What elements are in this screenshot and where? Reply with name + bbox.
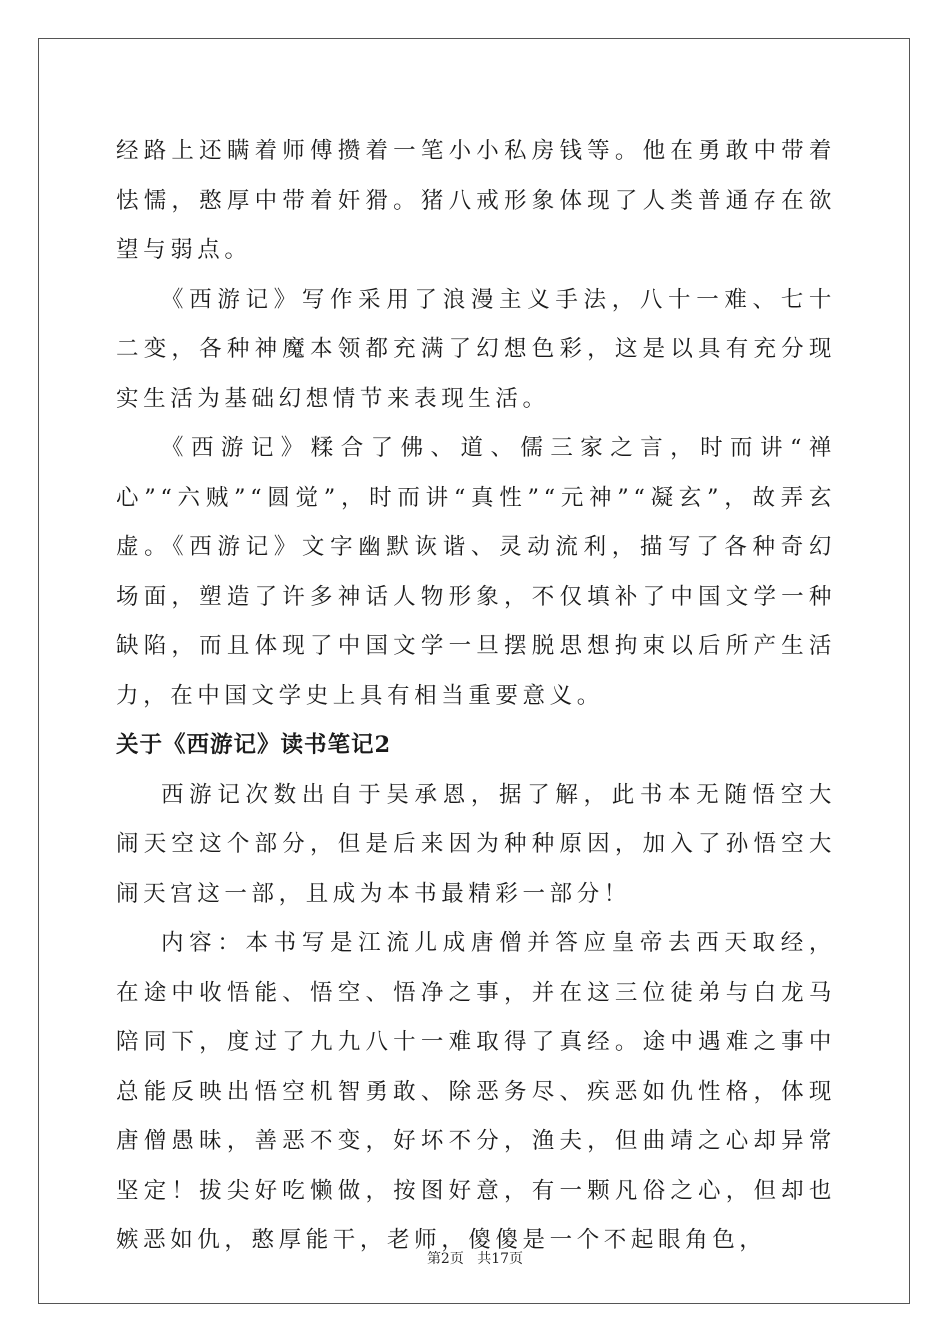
document-body	[116, 127, 836, 1266]
paragraph-romanticism: 《西游记》写作采用了浪漫主义手法，八十一难、七十二变，各种神魔本领都充满了幻想色彩，这是以具有充分现实生活为基础幻想情节来表现生活。	[116, 286, 836, 412]
page-total: 共17页	[477, 1251, 524, 1267]
paragraph-philosophy: 《西游记》糅合了佛、道、儒三家之言，时而讲“禅心”“六贼”“圆觉”，时而讲“真性”“元神”“凝玄”，故弄玄虚。《西游记》文字幽默诙谐、灵动流利，描写了各种奇幻场面，塑造了许多神话人物形象，不仅填补了中国文学一种缺陷，而且体现了中国文学一旦摆脱思想拘束以后所产生活力，在中国文学史上具有相当重要意义。	[116, 435, 836, 709]
paragraph-origin: 西游记次数出自于吴承恩，据了解，此书本无随悟空大闹天空这个部分，但是后来因为种种原因，加入了孙悟空大闹天宫这一部，且成为本书最精彩一部分！	[116, 781, 836, 907]
paragraph-content: 内容：本书写是江流儿成唐僧并答应皇帝去西天取经，在途中收悟能、悟空、悟净之事，并在这三位徒弟与白龙马陪同下，度过了九九八十一难取得了真经。途中遇难之事中总能反映出悟空机智勇敢、除恶务尽、疾恶如仇性格，体现唐僧愚昧，善恶不变，好坏不分，渔夫，但曲靖之心却异常坚定！拔尖好吃懒做，按图好意，有一颗凡俗之心，但却也嫉恶如仇，憨厚能干，老师，傻傻是一个不起眼角色，	[116, 930, 836, 1253]
page-footer	[0, 1248, 950, 1268]
page-number: 第2页	[426, 1251, 464, 1267]
section-title: 关于《西游记》读书笔记2	[116, 732, 392, 758]
paragraph-continuation: 经路上还瞒着师傅攒着一笔小小私房钱等。他在勇敢中带着怯懦，憨厚中带着奸猾。猪八戒形象体现了人类普通存在欲望与弱点。	[116, 138, 836, 263]
